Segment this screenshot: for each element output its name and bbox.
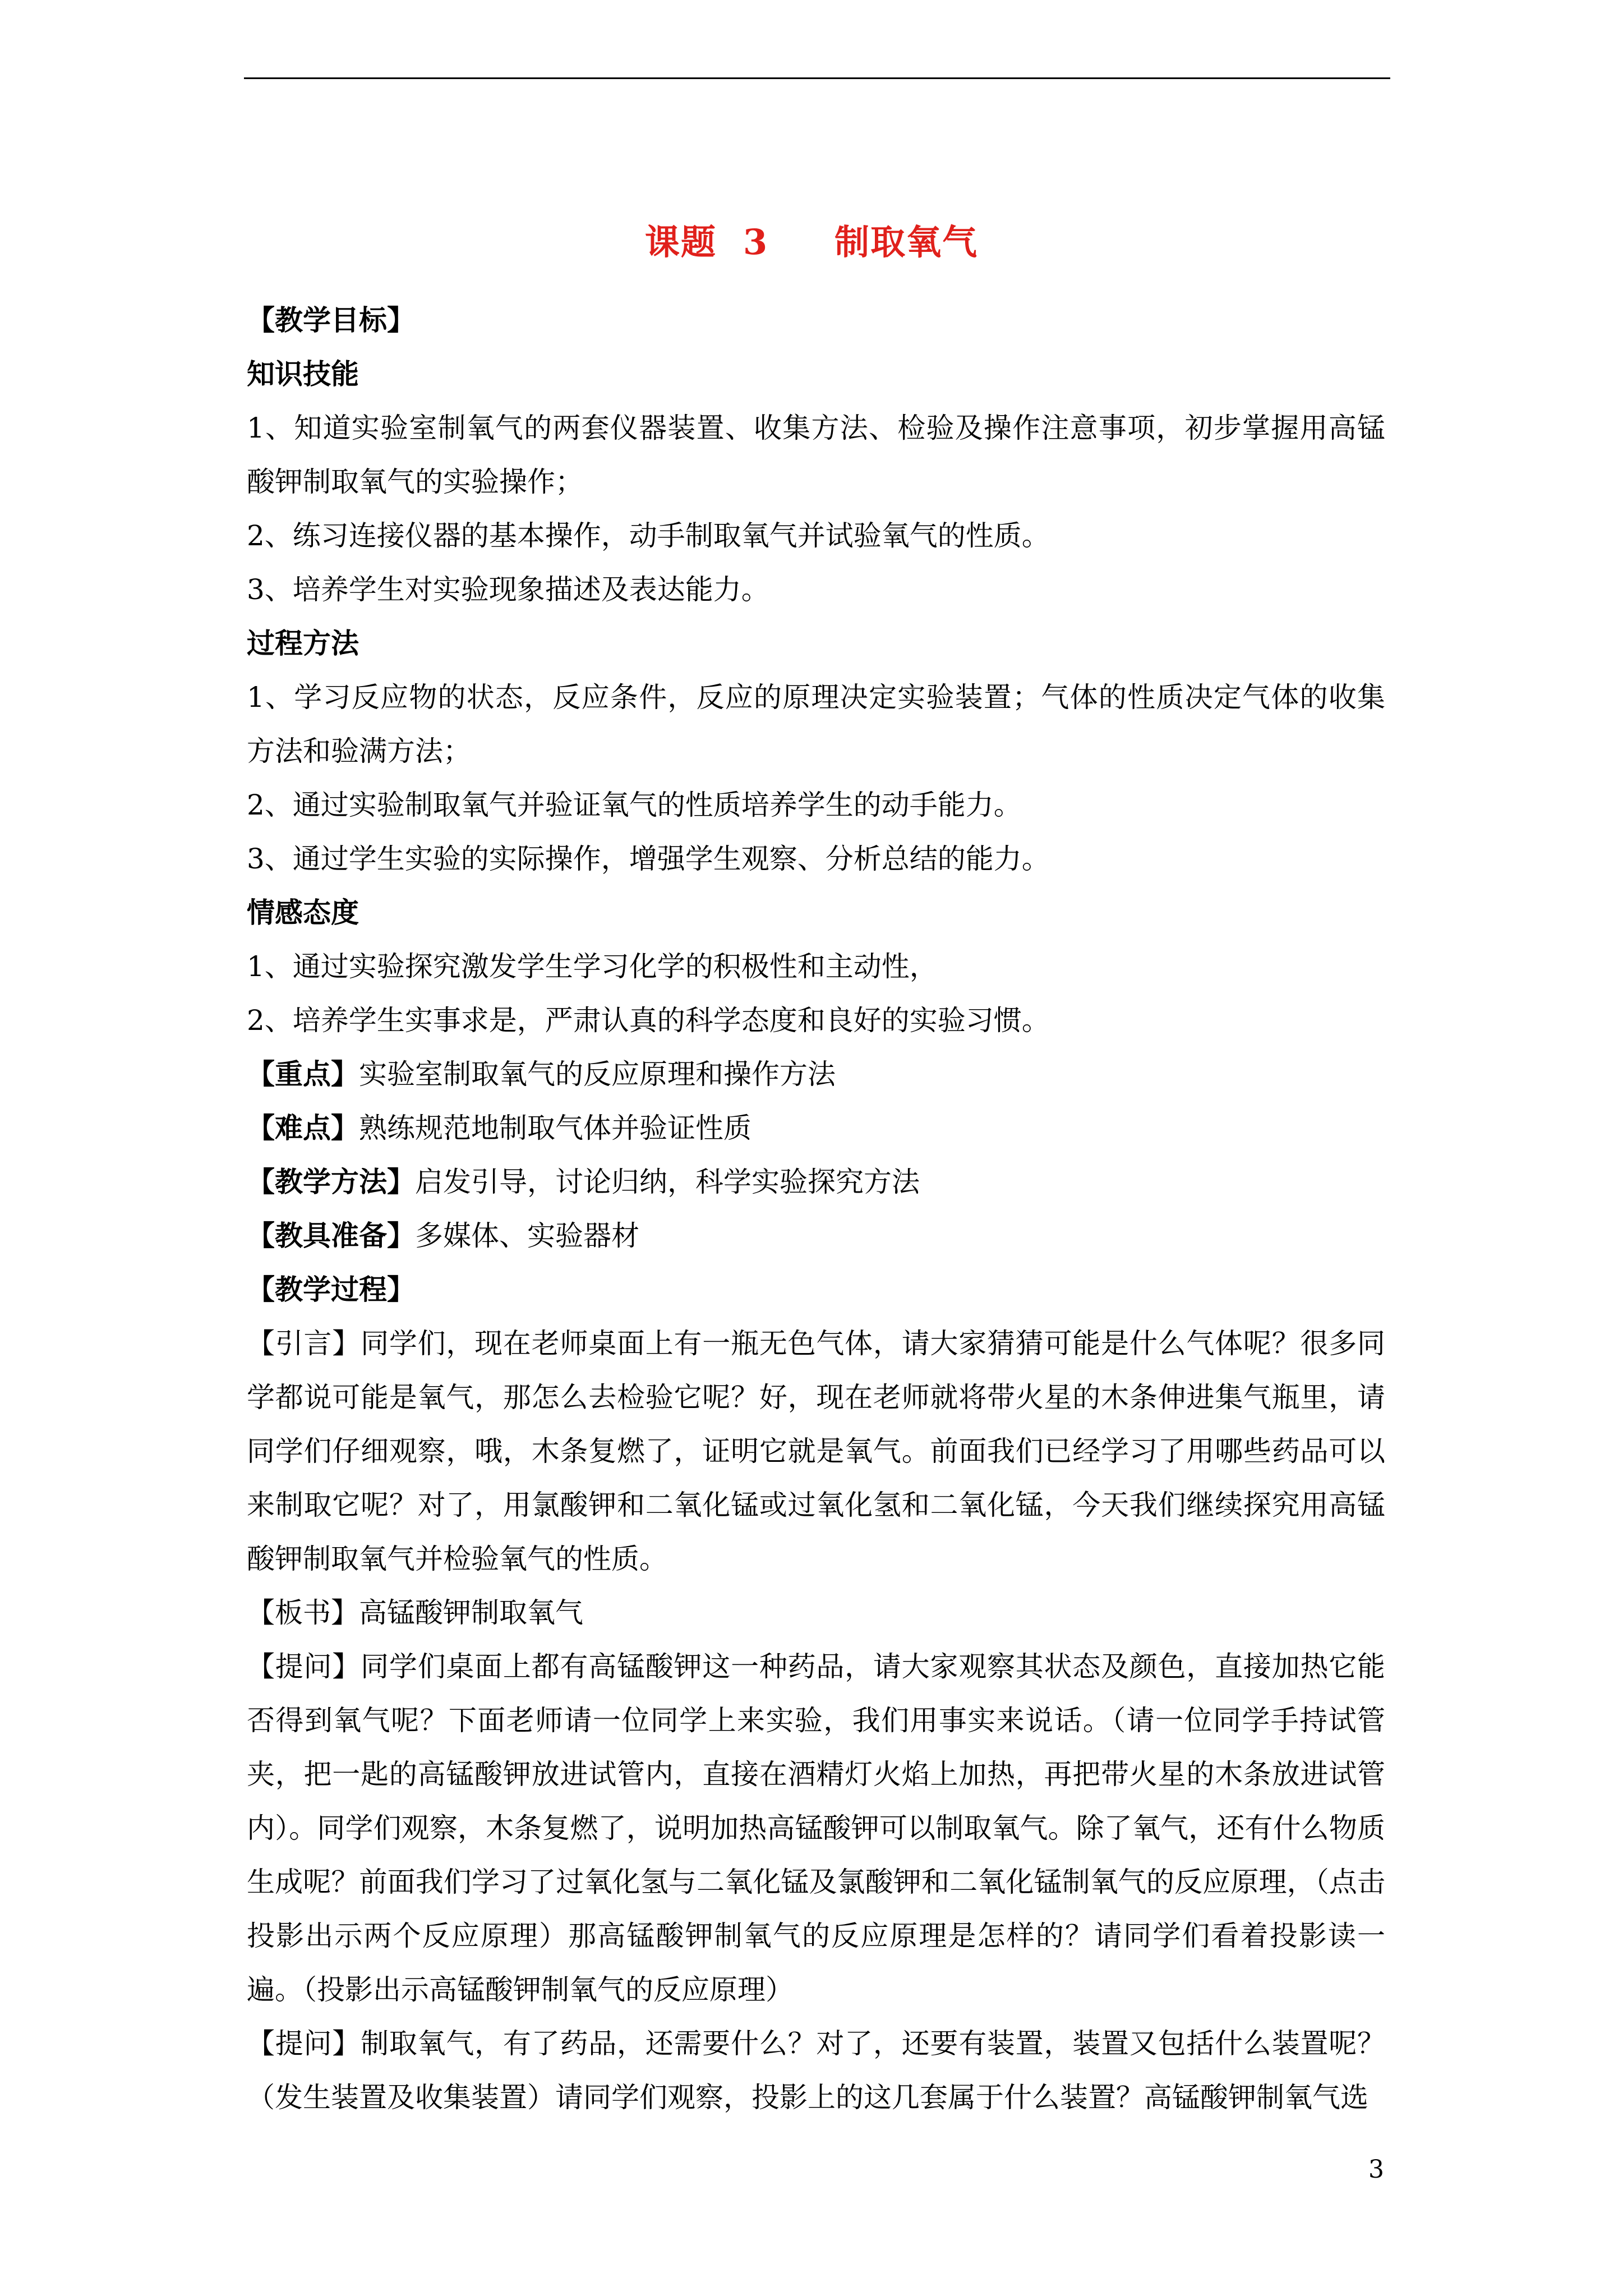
question-text-2: 制取氧气，有了药品，还需要什么？对了，还要有装置，装置又包括什么装置呢？（发生装置及收集装置）请同学们观察，投影上的这几套属于什么装置？高锰酸钾制氧气选 [247, 2027, 1385, 2114]
key-point-text: 实验室制取氧气的反应原理和操作方法 [359, 1058, 836, 1091]
teaching-tools-line [247, 1209, 1385, 1263]
intro-paragraph [247, 1317, 1385, 1586]
emotion-item-1: 1、通过实验探究激发学生学习化学的积极性和主动性， [247, 950, 938, 983]
key-point-label: 【重点】 [247, 1057, 359, 1091]
process-item-2: 2、通过实验制取氧气并验证氧气的性质培养学生的动手能力。 [247, 789, 1022, 821]
key-point-line [247, 1047, 1385, 1101]
process-item-3: 3、通过学生实验的实际操作，增强学生观察、分析总结的能力。 [247, 843, 1050, 875]
intro-label: 【引言】 [247, 1327, 361, 1360]
knowledge-item-2: 2、练习连接仪器的基本操作，动手制取氧气并试验氧气的性质。 [247, 519, 1050, 552]
teaching-method-text: 启发引导，讨论归纳，科学实验探究方法 [415, 1166, 920, 1198]
teaching-method-label: 【教学方法】 [247, 1165, 415, 1198]
board-text: 高锰酸钾制取氧气 [359, 1596, 583, 1629]
difficulty-line [247, 1101, 1385, 1155]
question-label-1: 【提问】 [247, 1650, 361, 1683]
emotion-heading: 情感态度 [247, 896, 359, 929]
teaching-method-line [247, 1155, 1385, 1209]
knowledge-heading: 知识技能 [247, 357, 359, 390]
header-rule [244, 77, 1390, 79]
teaching-tools-label: 【教具准备】 [247, 1219, 415, 1252]
board-label: 【板书】 [247, 1596, 359, 1629]
document-body [247, 293, 1385, 2124]
page-number: 3 [1368, 2155, 1384, 2184]
knowledge-item-1: 1、知道实验室制氧气的两套仪器装置、收集方法、检验及操作注意事项，初步掌握用高锰酸钾制取氧气的实验操作； [247, 412, 1385, 498]
teaching-process-heading: 【教学过程】 [247, 1273, 415, 1306]
question-paragraph-2 [247, 2017, 1385, 2124]
intro-text: 同学们，现在老师桌面上有一瓶无色气体，请大家猜猜可能是什么气体呢？很多同学都说可能是氧气，那怎么去检验它呢？好，现在老师就将带火星的木条伸进集气瓶里，请同学们仔细观察，哦，木条复燃了，证明它就是氧气。前面我们已经学习了用哪些药品可以来制取它呢？对了，用氯酸钾和二氧化锰或过氧化氢和二氧化锰，今天我们继续探究用高锰酸钾制取氧气并检验氧气的性质。 [247, 1327, 1385, 1575]
process-item-1: 1、学习反应物的状态，反应条件，反应的原理决定实验装置；气体的性质决定气体的收集方法和验满方法； [247, 681, 1385, 767]
question-label-2: 【提问】 [247, 2027, 361, 2060]
board-paragraph [247, 1586, 1385, 1640]
question-paragraph-1 [247, 1640, 1385, 2017]
difficulty-label: 【难点】 [247, 1111, 359, 1144]
page-title: 课题 3 制取氧气 [644, 222, 979, 263]
process-method-heading: 过程方法 [247, 627, 359, 660]
difficulty-text: 熟练规范地制取气体并验证性质 [359, 1112, 751, 1144]
teaching-tools-text: 多媒体、实验器材 [415, 1220, 639, 1252]
goals-heading: 【教学目标】 [247, 303, 415, 337]
knowledge-item-3: 3、培养学生对实验现象描述及表达能力。 [247, 573, 769, 606]
question-text-1: 同学们桌面上都有高锰酸钾这一种药品，请大家观察其状态及颜色，直接加热它能否得到氧气呢？下面老师请一位同学上来实验，我们用事实来说话。（请一位同学手持试管夹，把一匙的高锰酸钾放进试管内，直接在酒精灯火焰上加热，再把带火星的木条放进试管内）。同学们观察，木条复燃了，说明加热高锰酸钾可以制取氧气。除了氧气，还有什么物质生成呢？前面我们学习了过氧化氢与二氧化锰及氯酸钾和二氧化锰制氧气的反应原理，（点击投影出示两个反应原理）那高锰酸钾制氧气的反应原理是怎样的？请同学们看着投影读一遍。（投影出示高锰酸钾制氧气的反应原理） [247, 1650, 1385, 2006]
emotion-item-2: 2、培养学生实事求是，严肃认真的科学态度和良好的实验习惯。 [247, 1004, 1050, 1037]
